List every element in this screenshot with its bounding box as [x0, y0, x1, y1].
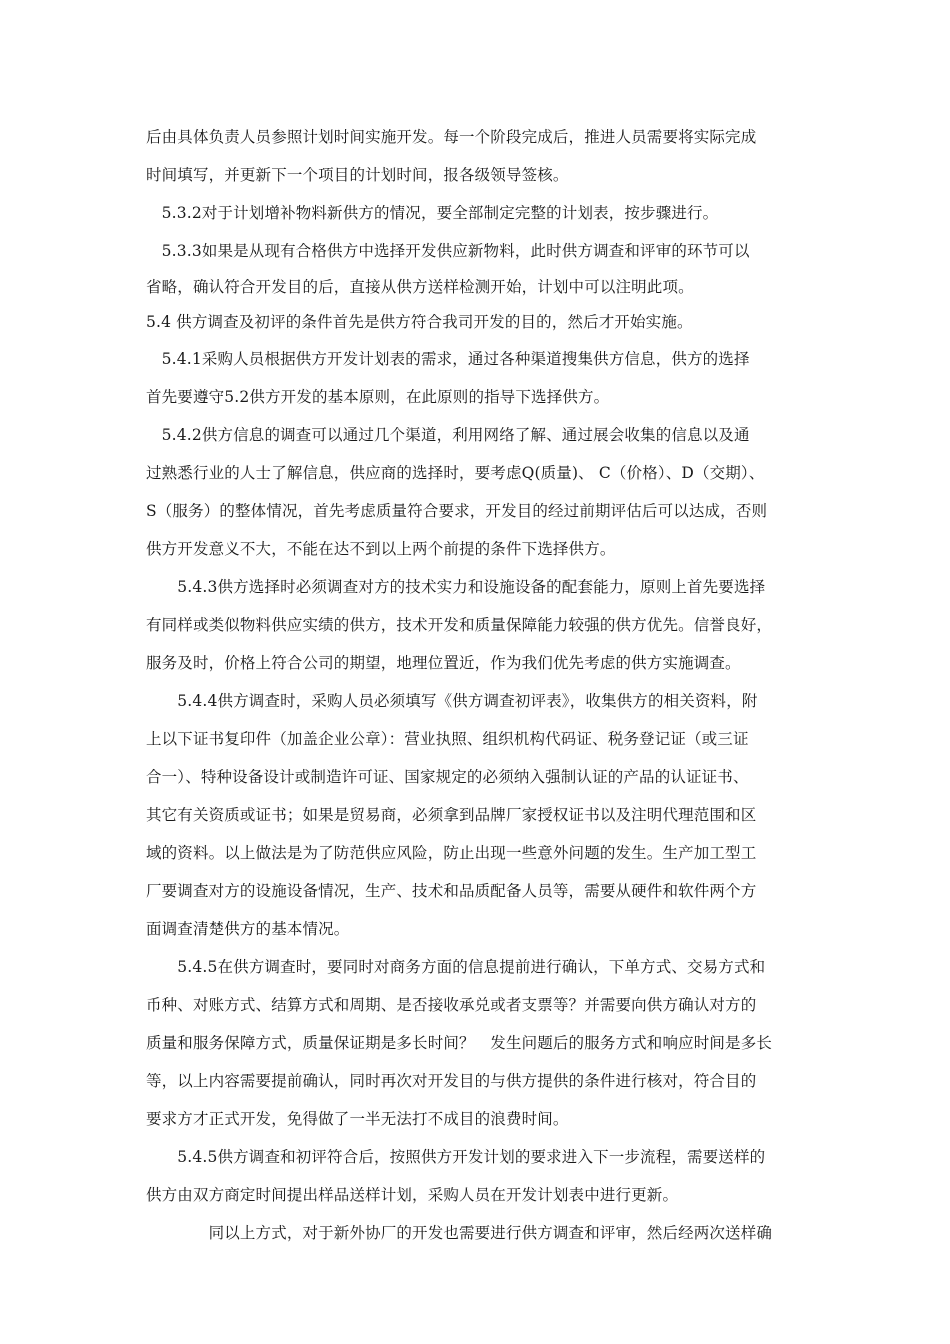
text-line-9: 5.4.2供方信息的调查可以通过几个渠道，利用网络了解、通过展会收集的信息以及通: [146, 426, 750, 444]
text-line-18: 合一）、特种设备设计或制造许可证、国家规定的必须纳入强制认证的产品的认证证书、: [146, 768, 749, 786]
document-body: [146, 118, 814, 1252]
text-line-26: 等，以上内容需要提前确认，同时再次对开发目的与供方提供的条件进行核对，符合目的: [146, 1072, 757, 1090]
text-line-27: 要求方才正式开发，免得做了一半无法打不成目的浪费时间。: [146, 1110, 569, 1128]
text-line-16: 5.4.4供方调查时，采购人员必须填写《供方调查初评表》，收集供方的相关资料，附: [146, 692, 758, 710]
text-line-20: 域的资料。以上做法是为了防范供应风险，防止出现一些意外问题的发生。生产加工型工: [146, 844, 757, 862]
text-line-19: 其它有关资质或证书；如果是贸易商，必须拿到品牌厂家授权证书以及注明代理范围和区: [146, 806, 757, 824]
text-line-15: 服务及时，价格上符合公司的期望，地理位置近，作为我们优先考虑的供方实施调查。: [146, 654, 741, 672]
text-line-4: 5.3.3如果是从现有合格供方中选择开发供应新物料，此时供方调查和评审的环节可以: [146, 242, 750, 260]
text-line-5: 省略，确认符合开发目的后，直接从供方送样检测开始，计划中可以注明此项。: [146, 278, 694, 296]
text-line-11: S（服务）的整体情况，首先考虑质量符合要求，开发目的经过前期评估后可以达成，否则: [146, 502, 768, 520]
text-line-13: 5.4.3供方选择时必须调查对方的技术实力和设施设备的配套能力，原则上首先要选择: [146, 578, 766, 596]
text-line-21: 厂要调查对方的设施设备情况，生产、技术和品质配备人员等，需要从硬件和软件两个方: [146, 882, 757, 900]
text-line-12: 供方开发意义不大，不能在达不到以上两个前提的条件下选择供方。: [146, 540, 616, 558]
text-line-17: 上以下证书复印件（加盖企业公章）：营业执照、组织机构代码证、税务登记证（或三证: [146, 730, 749, 748]
text-line-25: 质量和服务保障方式，质量保证期是多长时间？ 发生问题后的服务方式和响应时间是多长: [146, 1034, 773, 1052]
text-line-10: 过熟悉行业的人士了解信息，供应商的选择时，要考虑Q(质量)、 C（价格）、D（交期）、: [146, 464, 765, 482]
text-line-1: 后由具体负责人员参照计划时间实施开发。每一个阶段完成后，推进人员需要将实际完成: [146, 128, 757, 146]
text-line-8: 首先要遵守5.2供方开发的基本原则，在此原则的指导下选择供方。: [146, 388, 610, 406]
section-heading-5-4: 5.4 供方调查及初评的条件首先是供方符合我司开发的目的，然后才开始实施。: [146, 313, 693, 331]
text-line-14: 有同样或类似物料供应实绩的供方，技术开发和质量保障能力较强的供方优先。信誉良好，: [146, 616, 773, 634]
text-line-24: 币种、对账方式、结算方式和周期、是否接收承兑或者支票等？并需要向供方确认对方的: [146, 996, 757, 1014]
text-line-7: 5.4.1采购人员根据供方开发计划表的需求，通过各种渠道搜集供方信息，供方的选择: [146, 350, 750, 368]
text-line-23: 5.4.5在供方调查时，要同时对商务方面的信息提前进行确认，下单方式、交易方式和: [146, 958, 766, 976]
text-line-2: 时间填写，并更新下一个项目的计划时间，报各级领导签核。: [146, 166, 569, 184]
text-line-28: 5.4.5供方调查和初评符合后，按照供方开发计划的要求进入下一步流程，需要送样的: [146, 1148, 766, 1166]
text-line-3: 5.3.2对于计划增补物料新供方的情况，要全部制定完整的计划表，按步骤进行。: [146, 204, 719, 222]
text-line-30: 同以上方式，对于新外协厂的开发也需要进行供方调查和评审，然后经两次送样确: [146, 1224, 773, 1242]
text-line-22: 面调查清楚供方的基本情况。: [146, 920, 350, 938]
text-line-29: 供方由双方商定时间提出样品送样计划，采购人员在开发计划表中进行更新。: [146, 1186, 679, 1204]
